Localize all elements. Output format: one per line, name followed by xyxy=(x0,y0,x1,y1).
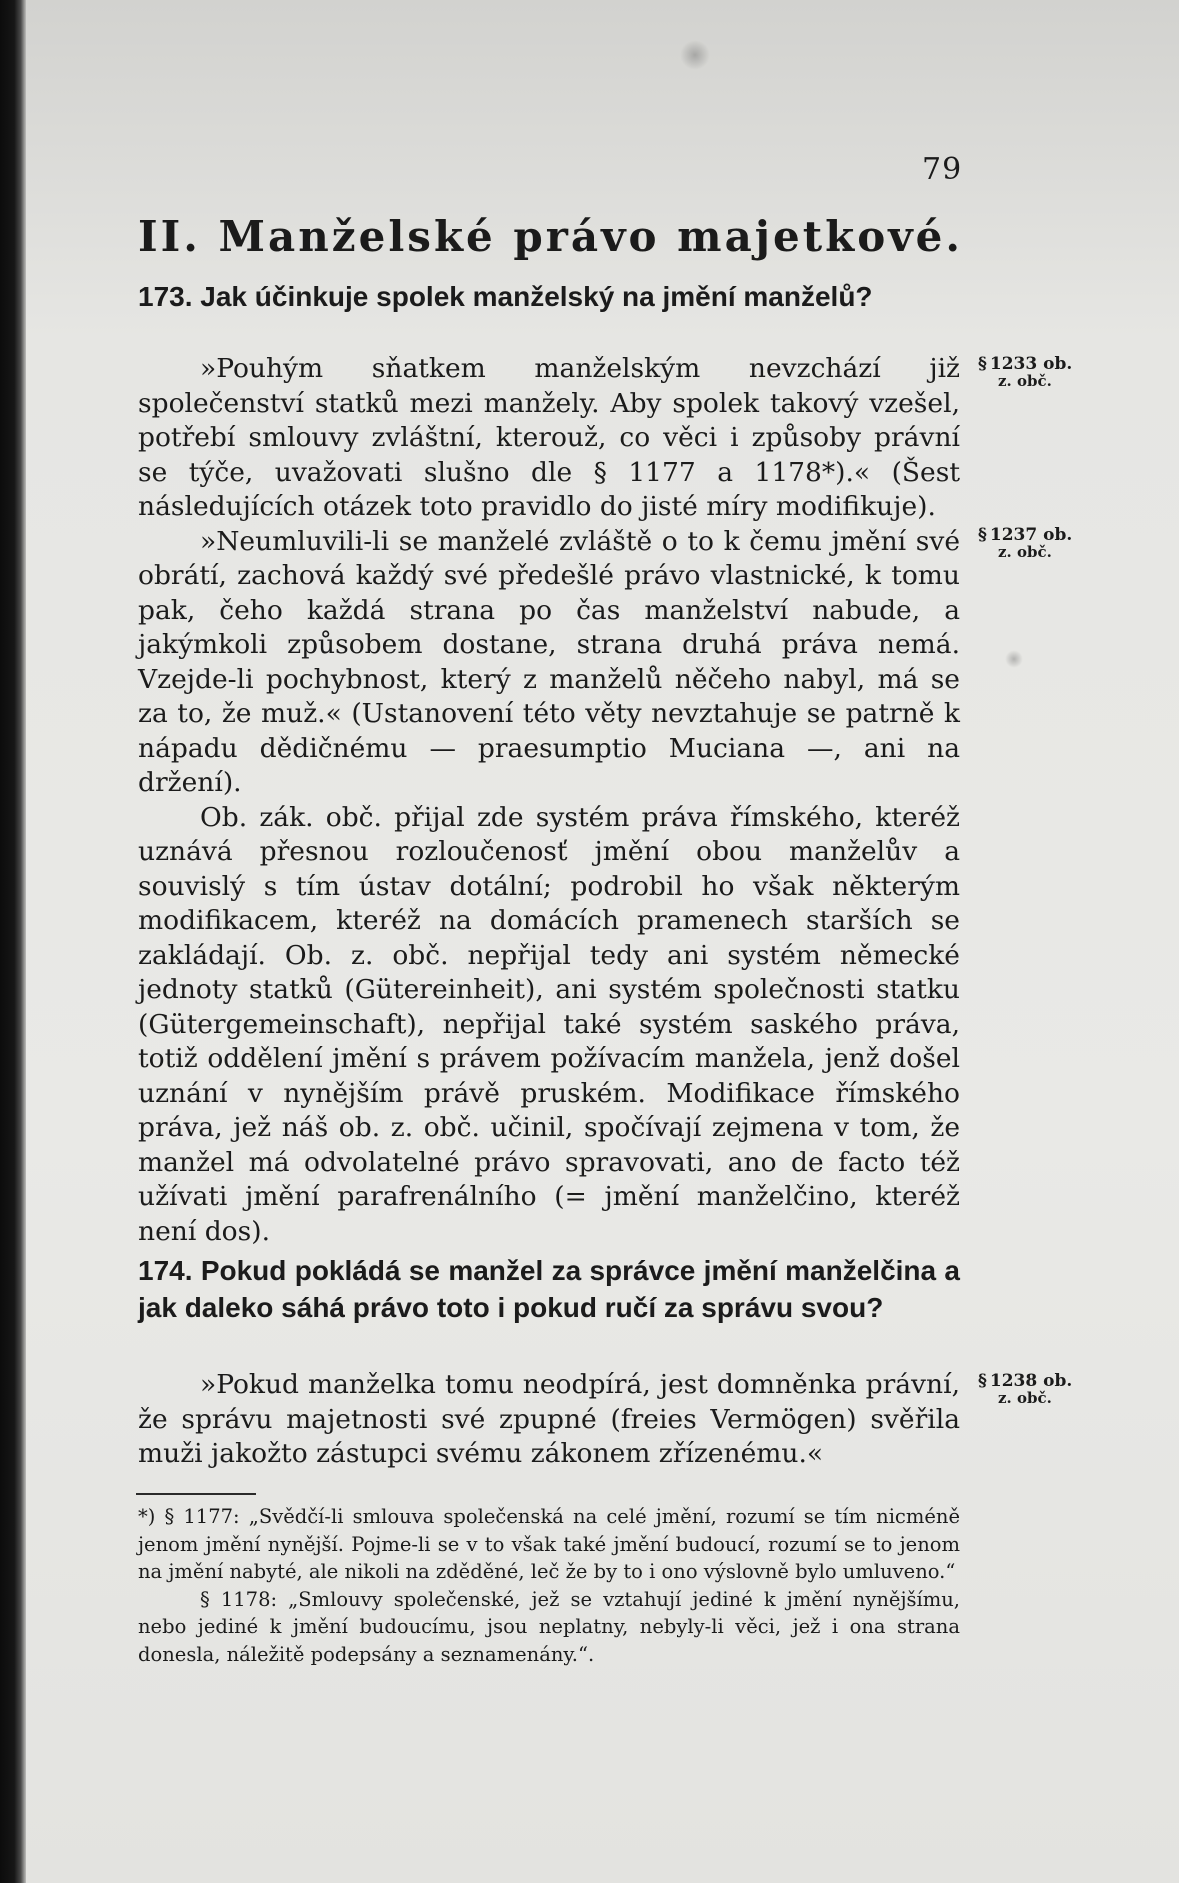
body-paragraph: »Neumluvili-li se manželé zvláště o to k čemu jmění své obrátí, zachová každý své předešlé právo vlastnické, k tomu pak, čeho každá strana po čas manželství nabude, a jakýmkoli způsobem dostane, strana druhá práva nemá. Vzejde-li pochybnost, který z manželů něčeho nabyl, má se za to, že muž.« (Ustanovení této věty nevztahuje se patrně k nápadu dědičnému — praesumptio Muciana —, ani na držení). xyxy=(138,525,960,798)
margin-ref-code: z. obč. xyxy=(998,1389,1052,1407)
margin-reference xyxy=(978,1373,1075,1407)
chapter-title: II. Manželské právo majetkové. xyxy=(138,212,963,261)
section-174-body xyxy=(138,1368,960,1472)
footnote-1178: § 1178: „Smlouvy společenské, jež se vztahují jediné k jmění nynějšímu, nebo jediné k jmění budoucímu, jsou neplatny, nebyly-li věci, jež i ona strana donesla, náležitě podepsány a seznamenány.“. xyxy=(138,1587,960,1666)
body-paragraph: »Pouhým sňatkem manželským nevzchází již společenství statků mezi manžely. Aby spolek takový vzešel, potřebí smlouvy zvláštní, kterouž, co věci i způsoby právní se týče, uvažovati slušno dle § 1177 a 1178*).« (Šest následujících otázek toto pravidlo do jisté míry modifikuje). xyxy=(138,353,960,522)
margin-ref-number: 1233 ob. xyxy=(989,354,1073,374)
question-173-heading: 173. Jak účinkuje spolek manželský na jmění manželů? xyxy=(138,281,873,312)
page-binding-edge xyxy=(0,0,26,1883)
body-paragraph: Ob. zák. obč. přijal zde systém práva římského, kteréž uznává přesnou rozloučenosť jmění obou manželův a souvislý s tím ústav dotální; podrobil ho však některým modifikacem, kteréž na domácích pramenech starších se zakládají. Ob. z. obč. nepřijal tedy ani systém německé jednoty statků (Gütereinheit), ani systém společnosti statku (Gütergemeinschaft), nepřijal také systém saského práva, totiž oddělení jmění s právem požívacím manžela, jenž došel uznání v nynějším právě pruském. Modifikace římského práva, jež náš ob. z. obč. učinil, spočívají zejmena v tom, že manžel má odvolatelné právo spravovati, ano de facto též užívati jmění parafrenálního (= jmění manželčino, kteréž není dos). xyxy=(138,801,960,1247)
margin-ref-number: 1237 ob. xyxy=(989,525,1073,545)
footnote-divider xyxy=(136,1493,256,1495)
margin-ref-code: z. obč. xyxy=(998,372,1052,390)
section-173-body xyxy=(138,352,960,1249)
footnote-1177: *) § 1177: „Svědčí-li smlouva společenská na celé jmění, rozumí se tím nicméně jenom jmění nynější. Pojme-li se v to však také jmění budoucí, rozumí se to jenom na jmění nabyté, ale nikoli na zděděné, leč že by to i ono výslovně bylo umluveno.“ xyxy=(138,1505,960,1583)
footnotes xyxy=(138,1503,960,1668)
question-174-heading: 174. Pokud pokládá se manžel za správce jmění manželčina a jak daleko sáhá právo toto i pokud ručí za správu svou? xyxy=(138,1255,960,1323)
paper-smudge xyxy=(1005,650,1023,668)
margin-reference xyxy=(978,356,1075,390)
page-number: 79 xyxy=(922,152,963,187)
margin-ref-code: z. obč. xyxy=(998,543,1052,561)
paper-smudge xyxy=(680,40,710,70)
section-sign: § xyxy=(978,1371,987,1391)
margin-reference xyxy=(978,527,1075,561)
section-sign: § xyxy=(978,354,987,374)
body-paragraph: »Pokud manželka tomu neodpírá, jest domněnka právní, že správu majetnosti své zpupné (freies Vermögen) svěřila muži jakožto zástupci svému zákonem zřízenému.« xyxy=(138,1369,960,1469)
section-sign: § xyxy=(978,525,987,545)
margin-ref-number: 1238 ob. xyxy=(989,1371,1073,1391)
